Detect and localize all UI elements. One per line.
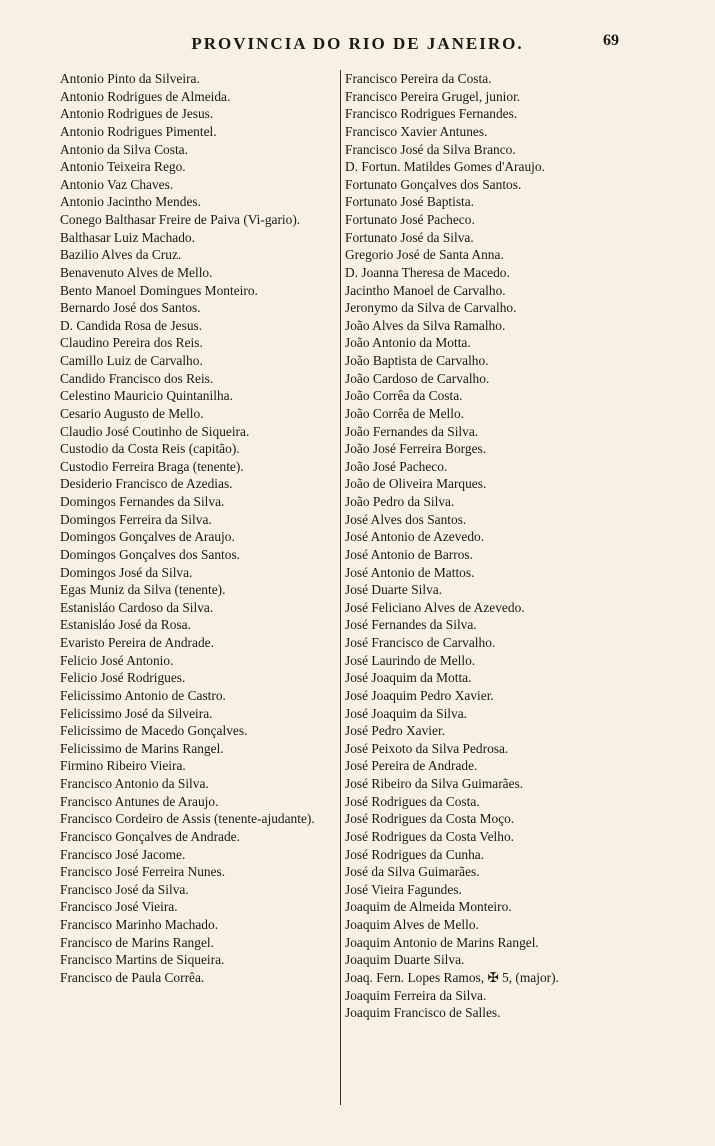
list-item: Balthasar Luiz Machado. xyxy=(60,229,195,245)
list-item: Egas Muniz da Silva (tenente). xyxy=(60,582,226,598)
list-item: Custodio Ferreira Braga (tenente). xyxy=(60,458,244,474)
list-item: José Pedro Xavier. xyxy=(345,723,446,739)
list-item: Evaristo Pereira de Andrade. xyxy=(60,635,214,650)
left-column-list xyxy=(60,70,342,987)
list-item: Francisco José Vieira. xyxy=(60,899,178,915)
list-item: José Rodrigues da Costa Moço. xyxy=(345,811,515,827)
list-item: Joaquim Francisco de Salles. xyxy=(345,1005,501,1021)
list-item: Celestino Mauricio Quintanilha. xyxy=(60,388,233,404)
list-item: Francisco Pereira Grugel, junior. xyxy=(345,88,521,104)
list-item: José Francisco de Carvalho. xyxy=(345,635,496,650)
list-item: Francisco Rodrigues Fernandes. xyxy=(345,106,518,122)
list-item: Francisco Pereira da Costa. xyxy=(345,71,492,86)
list-item: Felicissimo José da Silveira. xyxy=(60,705,213,721)
list-item: Gregorio José de Santa Anna. xyxy=(345,247,504,263)
list-item: Francisco Martins de Siqueira. xyxy=(60,952,225,968)
list-item: Bernardo José dos Santos. xyxy=(60,300,201,316)
list-item: Estanisláo José da Rosa. xyxy=(60,617,191,633)
list-item: Francisco José Jacome. xyxy=(60,846,186,862)
list-item: Joaquim Antonio de Marins Rangel. xyxy=(345,934,539,950)
list-item: Antonio Rodrigues de Jesus. xyxy=(60,106,214,122)
list-item: José Peixoto da Silva Pedrosa. xyxy=(345,740,509,756)
list-item: Claudino Pereira dos Reis. xyxy=(60,335,203,351)
page-title: PROVINCIA DO RIO DE JANEIRO. xyxy=(191,34,524,53)
list-item: José Fernandes da Silva. xyxy=(345,617,477,633)
list-item: José da Silva Guimarães. xyxy=(345,864,480,880)
list-item: Antonio Pinto da Silveira. xyxy=(60,71,200,86)
list-item: José Rodrigues da Costa. xyxy=(345,793,480,809)
list-item: Claudio José Coutinho de Siqueira. xyxy=(60,423,250,439)
list-item: Felicio José Rodrigues. xyxy=(60,670,186,686)
list-item: Domingos Fernandes da Silva. xyxy=(60,494,225,509)
list-item: Domingos Gonçalves de Araujo. xyxy=(60,529,235,545)
list-item: Francisco Xavier Antunes. xyxy=(345,123,488,139)
list-item: Felicissimo de Marins Rangel. xyxy=(60,740,224,756)
list-item: Antonio Teixeira Rego. xyxy=(60,159,186,175)
list-item: Cesario Augusto de Mello. xyxy=(60,405,204,421)
list-item: Jeronymo da Silva de Carvalho. xyxy=(345,300,517,316)
list-item: D. Joanna Theresa de Macedo. xyxy=(345,264,510,280)
list-item: Bazilio Alves da Cruz. xyxy=(60,247,182,263)
list-item: Antonio da Silva Costa. xyxy=(60,141,188,157)
list-item: José Joaquim da Motta. xyxy=(345,670,472,686)
list-item: Francisco Gonçalves de Andrade. xyxy=(60,828,240,844)
list-item: Fortunato José Pacheco. xyxy=(345,212,475,227)
list-item: João de Oliveira Marques. xyxy=(345,476,487,492)
list-item: Francisco José da Silva. xyxy=(60,881,189,897)
list-item: José Duarte Silva. xyxy=(345,582,443,598)
list-item: Camillo Luiz de Carvalho. xyxy=(60,353,203,368)
list-item: José Antonio de Azevedo. xyxy=(345,529,485,545)
list-item: Antonio Jacintho Mendes. xyxy=(60,194,201,210)
list-item: João Cardoso de Carvalho. xyxy=(345,370,490,386)
list-item: Antonio Rodrigues Pimentel. xyxy=(60,123,217,139)
list-item: José Vieira Fagundes. xyxy=(345,881,462,897)
list-item: Estanisláo Cardoso da Silva. xyxy=(60,599,214,615)
list-item: Francisco Antunes de Araujo. xyxy=(60,793,219,809)
list-item: Bento Manoel Domingues Monteiro. xyxy=(60,282,258,298)
list-item: Domingos José da Silva. xyxy=(60,564,193,580)
list-item: Francisco José Ferreira Nunes. xyxy=(60,864,226,880)
list-item: João Corrêa da Costa. xyxy=(345,388,463,404)
list-item: João José Pacheco. xyxy=(345,458,448,474)
list-item: José Laurindo de Mello. xyxy=(345,652,476,668)
list-item: José Joaquim da Silva. xyxy=(345,705,467,721)
list-item: D. Candida Rosa de Jesus. xyxy=(60,317,203,333)
list-item: Domingos Gonçalves dos Santos. xyxy=(60,546,241,562)
list-item: Firmino Ribeiro Vieira. xyxy=(60,758,186,774)
list-item: José Joaquim Pedro Xavier. xyxy=(345,687,494,703)
list-item: José Alves dos Santos. xyxy=(345,511,467,527)
list-item: Fortunato José da Silva. xyxy=(345,229,474,245)
list-item: Francisco Cordeiro de Assis (tenente-ajudante). xyxy=(60,811,315,827)
list-item: José Antonio de Barros. xyxy=(345,546,473,562)
list-item: Custodio da Costa Reis (capitão). xyxy=(60,441,240,457)
list-item: Francisco Marinho Machado. xyxy=(60,917,219,932)
list-item: Felicio José Antonio. xyxy=(60,652,174,668)
list-item: Conego Balthasar Freire de Paiva (Vi-gario). xyxy=(60,212,301,227)
list-item: Joaq. Fern. Lopes Ramos, ✠ 5, (major). xyxy=(345,969,559,985)
list-item: Joaquim Duarte Silva. xyxy=(345,952,465,968)
list-item: Jacintho Manoel de Carvalho. xyxy=(345,282,506,298)
list-item: Antonio Vaz Chaves. xyxy=(60,176,174,192)
list-item: João Baptista de Carvalho. xyxy=(345,353,489,368)
list-item: Domingos Ferreira da Silva. xyxy=(60,511,212,527)
list-item: José Rodrigues da Cunha. xyxy=(345,846,485,862)
list-item: Joaquim Alves de Mello. xyxy=(345,917,479,932)
list-item: João Corrêa de Mello. xyxy=(345,405,464,421)
list-item: João Fernandes da Silva. xyxy=(345,423,479,439)
list-item: João Pedro da Silva. xyxy=(345,494,455,509)
list-item: Francisco José da Silva Branco. xyxy=(345,141,516,157)
list-item: José Ribeiro da Silva Guimarães. xyxy=(345,776,524,791)
list-item: João Alves da Silva Ramalho. xyxy=(345,317,506,333)
right-column-list xyxy=(340,70,665,1022)
list-item: Francisco Antonio da Silva. xyxy=(60,776,209,791)
list-item: Francisco de Marins Rangel. xyxy=(60,934,214,950)
list-item: João José Ferreira Borges. xyxy=(345,441,487,457)
list-item: Fortunato José Baptista. xyxy=(345,194,475,210)
list-item: Candido Francisco dos Reis. xyxy=(60,370,214,386)
list-item: Felicissimo de Macedo Gonçalves. xyxy=(60,723,248,739)
list-item: Antonio Rodrigues de Almeida. xyxy=(60,88,231,104)
list-item: Francisco de Paula Corrêa. xyxy=(60,969,205,985)
list-item: Benavenuto Alves de Mello. xyxy=(60,264,213,280)
list-item: Felicissimo Antonio de Castro. xyxy=(60,687,226,703)
list-item: Fortunato Gonçalves dos Santos. xyxy=(345,176,522,192)
list-item: José Feliciano Alves de Azevedo. xyxy=(345,599,525,615)
page-header xyxy=(0,32,715,56)
page-number: 69 xyxy=(603,32,619,49)
list-item: João Antonio da Motta. xyxy=(345,335,471,351)
list-item: José Pereira de Andrade. xyxy=(345,758,478,774)
list-item: Joaquim Ferreira da Silva. xyxy=(345,987,487,1003)
list-item: Desiderio Francisco de Azedias. xyxy=(60,476,233,492)
list-item: D. Fortun. Matildes Gomes d'Araujo. xyxy=(345,159,545,175)
list-item: José Antonio de Mattos. xyxy=(345,564,475,580)
list-item: José Rodrigues da Costa Velho. xyxy=(345,828,514,844)
list-item: Joaquim de Almeida Monteiro. xyxy=(345,899,512,915)
